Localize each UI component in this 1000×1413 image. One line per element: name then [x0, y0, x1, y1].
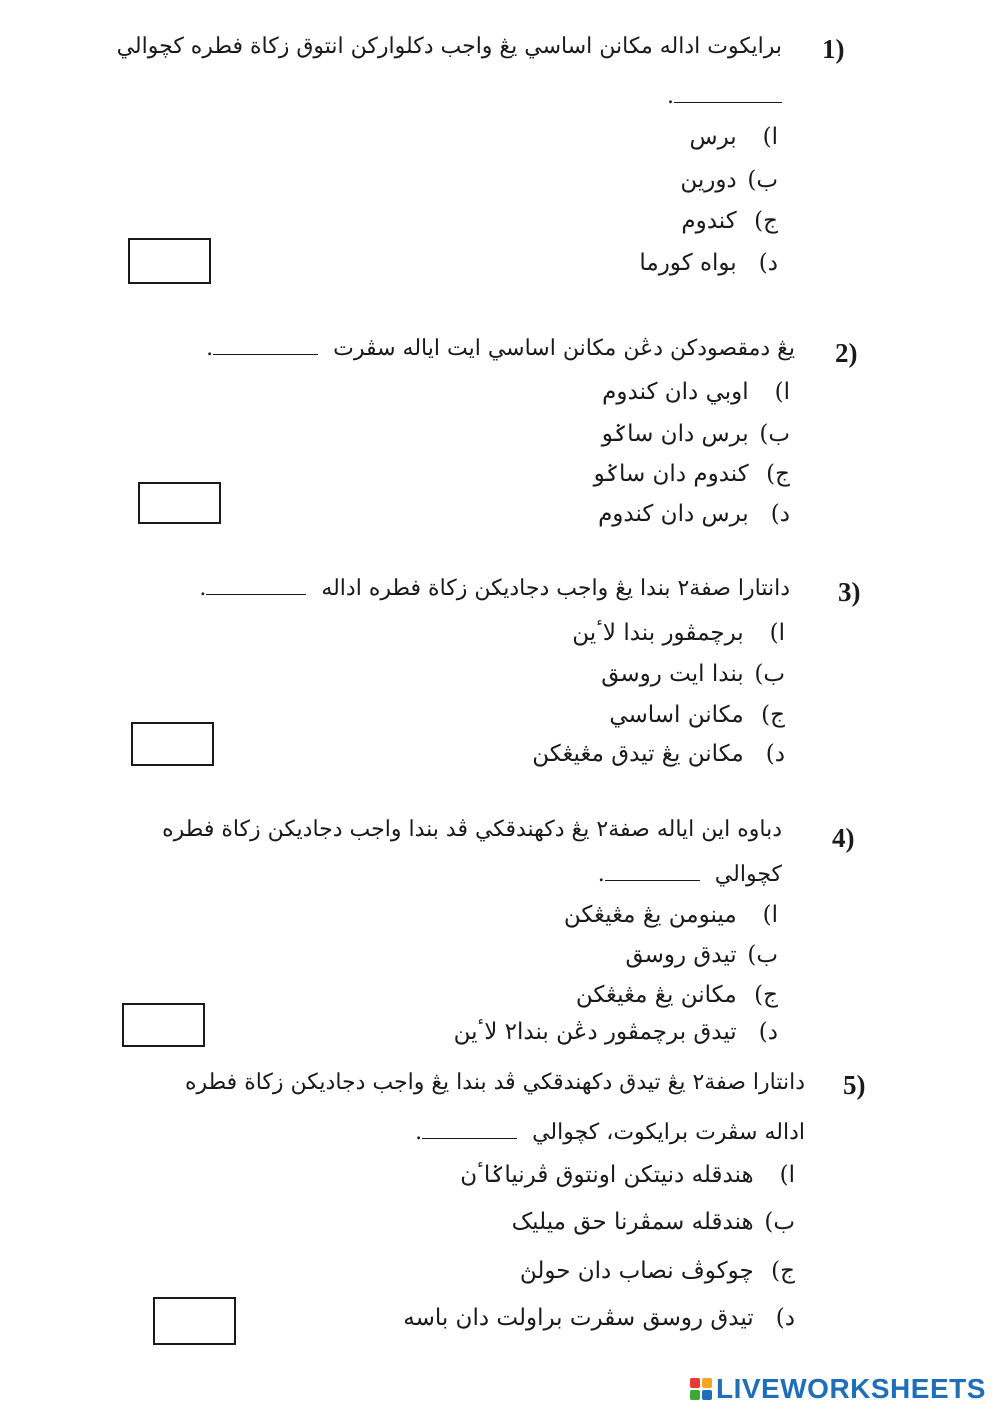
answer-blank [605, 860, 700, 881]
question-3-option-d [532, 739, 785, 769]
answer-blank [206, 574, 306, 595]
option-letter: ب) [754, 661, 785, 687]
question-3-stem: دانتارا صفة٢ بندا يڠ واجب دجاديکن زکاة فطره اداله [321, 576, 790, 601]
option-text: تيدق روسق [625, 942, 737, 968]
question-3-period: . [199, 576, 207, 601]
question-1-option-c [681, 206, 778, 236]
option-letter: ج) [761, 702, 785, 728]
question-5-option-c [520, 1256, 795, 1286]
question-4-text-line-2 [598, 860, 782, 890]
logo-square [702, 1390, 712, 1400]
logo-square [690, 1378, 700, 1388]
option-text: اوبي دان کندوم [602, 379, 749, 405]
question-1-option-b [680, 165, 778, 195]
question-2-option-a [602, 377, 790, 407]
question-1-option-d [639, 248, 778, 278]
question-1-text: برايکوت اداله مکانن اساسي يڠ واجب دکلوارکن انتوق زکاة فطره کچوالي [116, 34, 782, 59]
option-text: تيدق روسق سڤرت براولت دان باسه [403, 1305, 754, 1331]
question-5-answer-box[interactable] [153, 1297, 236, 1345]
option-text: تيدق برچمڤور دڠن بندا٢ لاٴين [453, 1019, 737, 1045]
question-5-stem-continued: اداله سڤرت برايکوت، کچوالي [532, 1120, 805, 1145]
question-2-answer-box[interactable] [138, 482, 221, 524]
question-3-option-a [572, 618, 785, 648]
question-1-blank-line [667, 82, 782, 112]
option-letter: د) [770, 501, 790, 527]
question-4-number: 4) [832, 823, 855, 853]
option-letter: د) [758, 250, 778, 276]
option-letter: د) [765, 741, 785, 767]
option-text: هندقله دنيتکن اونتوق ڤرنياݢاٴن [460, 1162, 754, 1188]
question-4-option-d [454, 1017, 778, 1047]
question-3-option-c [609, 700, 785, 730]
question-5-text: دانتارا صفة٢ يڠ تيدق دکهندقکي ڤد بندا يڠ واجب دجاديکن زکاة فطره [184, 1070, 805, 1095]
logo-square [702, 1378, 712, 1388]
option-text: کندوم دان ساݢو [593, 461, 749, 487]
question-1-answer-box[interactable] [128, 238, 211, 284]
option-text: برچمڤور بندا لاٴين [572, 620, 744, 646]
question-3-answer-box[interactable] [131, 722, 214, 766]
question-2-option-d [598, 499, 790, 529]
question-2-option-c [594, 459, 790, 489]
option-text: مکانن يڠ تيدق مڠيڠکن [532, 741, 744, 767]
question-5-option-b [512, 1207, 795, 1237]
question-5-number: 5) [843, 1070, 866, 1100]
option-text: برس [689, 124, 737, 150]
logo-square [690, 1390, 700, 1400]
option-text: چوکوڤ نصاب دان حولڽ [519, 1258, 754, 1284]
option-letter: ج) [771, 1258, 795, 1284]
option-letter: د) [775, 1305, 795, 1331]
option-text: هندقله سمڤرنا حق ميليک [511, 1209, 754, 1235]
question-2-stem: يڠ دمقصودکن دڠن مکانن اساسي ايت اياله سڤرت [333, 336, 795, 361]
question-1-period: . [667, 84, 674, 109]
option-text: مينومن يڠ مڠيڠکن [563, 902, 737, 928]
brand-name: LIVEWORKSHEETS [716, 1373, 986, 1404]
option-letter: ا) [769, 620, 785, 646]
option-text: مکانن اساسي [609, 702, 744, 728]
question-4-answer-box[interactable] [122, 1003, 205, 1047]
question-3-number: 3) [838, 577, 861, 607]
question-2-option-b [602, 419, 790, 449]
option-letter: ا) [762, 124, 778, 150]
liveworksheets-watermark [690, 1372, 986, 1406]
option-letter: ج) [766, 461, 790, 487]
question-2-number: 2) [835, 338, 858, 368]
option-letter: ب) [759, 421, 790, 447]
question-2-text [206, 334, 795, 364]
option-letter: ا) [779, 1162, 795, 1188]
question-5-option-a [460, 1160, 795, 1190]
option-text: کندوم [681, 208, 737, 234]
option-letter: ج) [754, 982, 778, 1008]
option-text: دورين [680, 167, 737, 193]
liveworksheets-logo-icon [690, 1378, 712, 1400]
option-letter: ج) [754, 208, 778, 234]
question-3-text [199, 574, 790, 604]
question-1-number: 1) [822, 34, 845, 64]
option-text: بواه کورما [639, 250, 737, 276]
answer-blank [674, 82, 782, 103]
answer-blank [213, 334, 318, 355]
question-5-text-line-2 [415, 1118, 805, 1148]
option-letter: ا) [774, 379, 790, 405]
question-2-period: . [206, 336, 214, 361]
option-letter: د) [758, 1019, 778, 1045]
question-4-period: . [597, 862, 605, 887]
option-text: مکانن يڠ مڠيڠکن [575, 982, 737, 1008]
question-4-text: دباوه اين اياله صفة٢ يڠ دکهندقکي ڤد بندا واجب دجاديکن زکاة فطره [162, 817, 782, 842]
answer-blank [422, 1118, 517, 1139]
option-text: برس دان کندوم [598, 501, 749, 527]
option-text: برس دان ساݢو [601, 421, 749, 447]
option-letter: ب) [747, 167, 778, 193]
question-3-option-b [601, 659, 785, 689]
option-letter: ب) [764, 1209, 795, 1235]
question-4-stem-continued: کچوالي [714, 862, 782, 887]
question-5-option-d [403, 1303, 795, 1333]
question-4-option-a [564, 900, 778, 930]
option-letter: ا) [762, 902, 778, 928]
question-4-option-b [625, 940, 778, 970]
option-letter: ب) [747, 942, 778, 968]
option-text: بندا ايت روسق [601, 661, 744, 687]
question-1-option-a [690, 122, 778, 152]
question-5-period: . [415, 1120, 423, 1145]
question-4-option-c [576, 980, 778, 1010]
